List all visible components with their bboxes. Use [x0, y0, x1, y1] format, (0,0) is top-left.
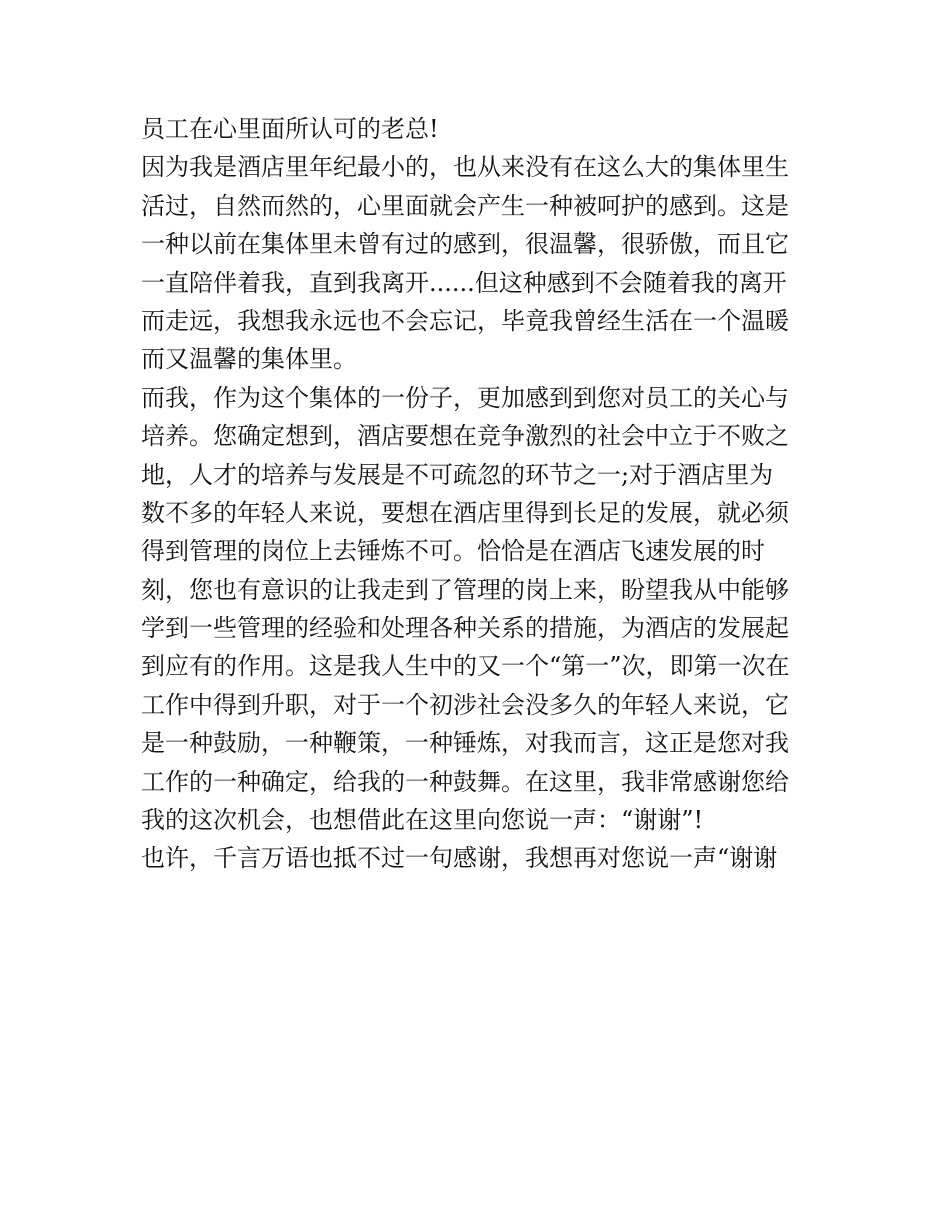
text-line: 因为我是酒店里年纪最小的，也从来没有在这么大的集体里生	[141, 153, 789, 182]
text-line: 活过，自然而然的，心里面就会产生一种被呵护的感到。这是	[141, 191, 789, 220]
text-line: 得到管理的岗位上去锤炼不可。恰恰是在酒店飞速发展的时	[141, 537, 765, 566]
text-line: 一种以前在集体里未曾有过的感到，很温馨，很骄傲，而且它	[141, 230, 789, 259]
text-line: 工作的一种确定，给我的一种鼓舞。在这里，我非常感谢您给	[141, 767, 789, 796]
text-line: 而又温馨的集体里。	[141, 345, 357, 374]
text-line: 刻，您也有意识的让我走到了管理的岗上来，盼望我从中能够	[141, 575, 789, 604]
text-line: 我的这次机会，也想借此在这里向您说一声：“谢谢”!	[141, 806, 704, 835]
text-line: 培养。您确定想到，酒店要想在竞争激烈的社会中立于不败之	[141, 422, 789, 451]
text-line: 到应有的作用。这是我人生中的又一个“第一”次，即第一次在	[141, 652, 790, 681]
text-line: 而我，作为这个集体的一份子，更加感到到您对员工的关心与	[141, 383, 789, 412]
text-line: 而走远，我想我永远也不会忘记，毕竟我曾经生活在一个温暖	[141, 306, 789, 335]
text-line: 地，人才的培养与发展是不可疏忽的环节之一;对于酒店里为	[141, 460, 774, 489]
body-text	[141, 110, 821, 878]
text-line: 数不多的年轻人来说，要想在酒店里得到长足的发展，就必须	[141, 498, 789, 527]
text-line: 学到一些管理的经验和处理各种关系的措施，为酒店的发展起	[141, 614, 789, 643]
text-line: 也许，千言万语也抵不过一句感谢，我想再对您说一声“谢谢	[141, 844, 778, 873]
text-line: 工作中得到升职，对于一个初涉社会没多久的年轻人来说，它	[141, 690, 789, 719]
text-line: 一直陪伴着我，直到我离开......但这种感到不会随着我的离开	[141, 268, 787, 297]
text-line: 是一种鼓励，一种鞭策，一种锤炼，对我而言，这正是您对我	[141, 729, 789, 758]
text-line: 员工在心里面所认可的老总!	[141, 115, 439, 143]
